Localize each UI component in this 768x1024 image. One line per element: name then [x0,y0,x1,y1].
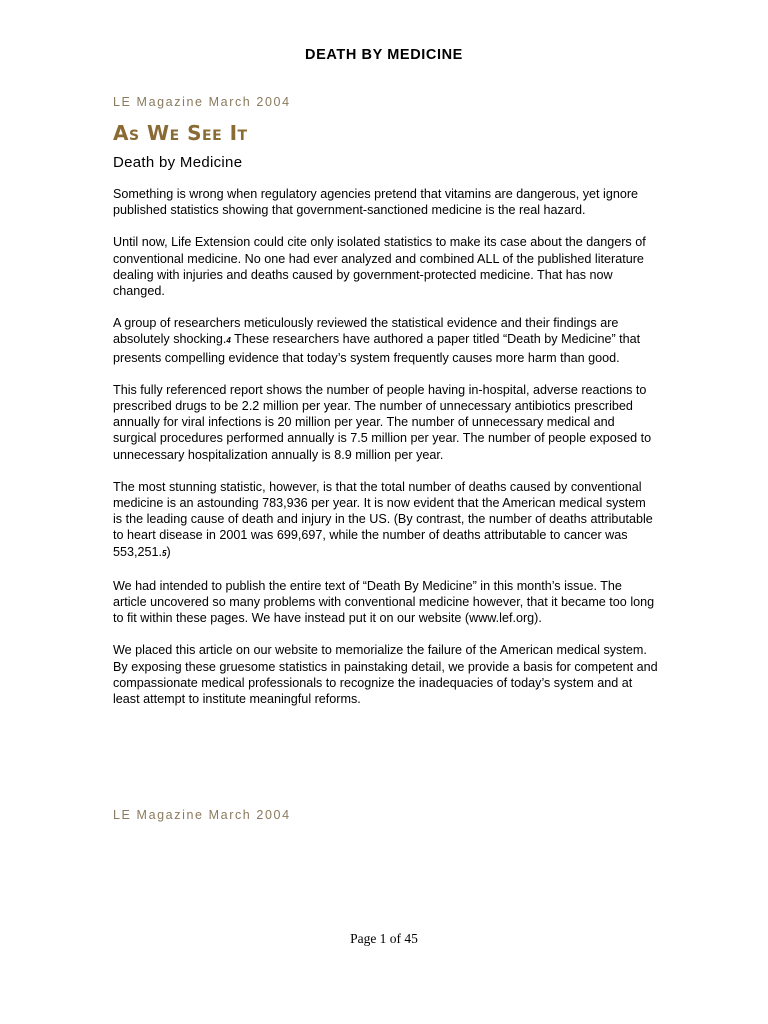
magazine-issue-line: LE Magazine March 2004 [113,95,291,109]
paragraph-3 [113,315,658,366]
footnote-reference: 5 [162,548,167,558]
paragraph-1: Something is wrong when regulatory agencies pretend that vitamins are dangerous, yet ignore published statistics showing that government-sanctioned medicine is the real hazard. [113,187,639,218]
paragraph-6: We had intended to publish the entire text of “Death By Medicine” in this month’s issue. The article uncovered so many problems with conventional medicine however, that it became too long to fit within these pages. We have instead put it on our website (www.lef.org). [113,578,655,626]
paragraph-3-text-start: A group of researchers meticulously reviewed the statistical evidence and their findings are absolutely shocking. [113,316,619,347]
paragraph-5-text-end: ) [166,544,171,559]
paragraph-2: Until now, Life Extension could cite only isolated statistics to make its case about the dangers of conventional medicine. No one had ever analyzed and combined ALL of the published literature dealing with injuries and deaths caused by government-protected medicine. That has now changed. [113,235,646,299]
paragraph-3-text-end: These researchers have authored a paper titled “Death by Medicine” that presents compelling evidence that today’s system frequently causes more harm than good. [113,332,641,365]
footnote-reference: 4 [226,336,231,346]
document-header: DEATH BY MEDICINE [305,47,463,63]
paragraph-5 [113,479,658,562]
page-number: Page 1 of 45 [350,931,418,946]
paragraph-4: This fully referenced report shows the number of people having in-hospital, adverse reactions to prescribed drugs to be 2.2 million per year. The number of unnecessary antibiotics prescribed annually for viral infections is 20 million per year. The number of unnecessary medical and surgical procedures performed annually is 7.5 million per year. The number of people exposed to unnecessary hospitalization annually is 8.9 million per year. [113,382,652,462]
article-title: Death by Medicine [113,154,243,171]
paragraph-5-text-start: The most stunning statistic, however, is that the total number of deaths caused by conventional medicine is an astounding 783,936 per year. It is now evident that the American medical system is the leading cause of death and injury in the US. (By contrast, the number of deaths attributable to heart disease in 2001 was 699,697, while the number of deaths attributable to cancer was 553,251. [113,479,653,559]
paragraph-7: We placed this article on our website to memorialize the failure of the American medical system. By exposing these gruesome statistics in painstaking detail, we provide a basis for competent and compassionate medical professionals to recognize the inadequacies of today’s system and at least attempt to institute meaningful reforms. [113,643,658,707]
section-heading: As We See It [113,121,248,145]
magazine-issue-line-footer: LE Magazine March 2004 [113,808,291,822]
article-body [113,186,658,723]
